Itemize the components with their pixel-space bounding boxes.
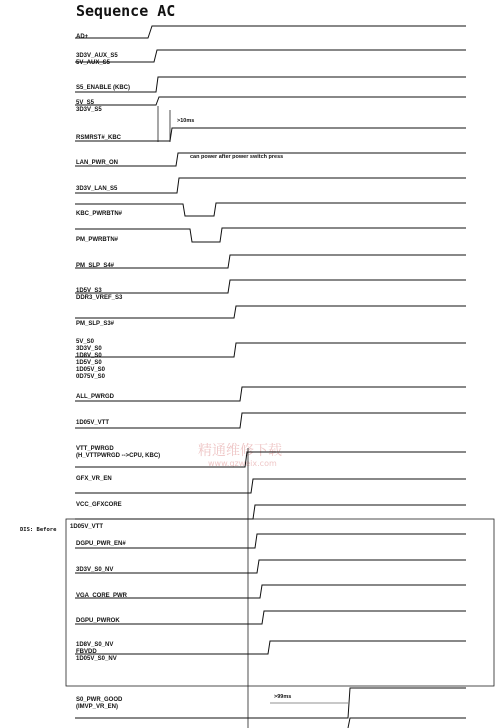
dis-note: DIS: Before <box>20 527 57 533</box>
signal-label-s5-1: 3D3V_S5 <box>76 107 102 113</box>
waveform-extra-0 <box>348 718 466 728</box>
lan-power-note: can power after power switch press <box>190 154 284 160</box>
watermark-text: 精通维修下载 <box>198 443 282 459</box>
waveform-nvrails <box>75 641 466 654</box>
signal-label-gfxen: GFX_VR_EN <box>76 476 112 482</box>
watermark-url: www.gzweix.com <box>208 459 277 468</box>
signal-label-lans5: 3D3V_LAN_S5 <box>76 186 118 192</box>
waveform-lans5 <box>75 178 466 193</box>
s0-delay-note: >99ms <box>274 694 292 700</box>
signal-label-vtt: 1D05V_VTT <box>76 420 110 426</box>
signal-label-s5-0: 5V_S5 <box>76 100 95 106</box>
signal-label-dgpuen: DGPU_PWR_EN# <box>76 541 126 547</box>
waveform-allpwrgd <box>75 387 466 401</box>
signal-label-nvrails-1: FBVDD <box>76 649 97 655</box>
signal-label-allpwrgd: ALL_PWRGD <box>76 394 114 400</box>
waveform-s5en <box>75 77 466 92</box>
signal-label-s0good-1: (IMVP_VR_EN) <box>76 704 119 710</box>
rsmrst-delay-note: >10ms <box>177 118 195 124</box>
signal-label-kbcbtn: KBC_PWRBTN# <box>76 211 123 217</box>
waveform-ad <box>75 26 466 38</box>
signal-labels <box>70 34 160 710</box>
waveform-rsmrst <box>75 128 466 141</box>
annotations <box>177 118 348 703</box>
signal-label-aux-0: 3D3V_AUX_S5 <box>76 53 118 59</box>
signal-label-nvrails-0: 1D8V_S0_NV <box>76 642 114 648</box>
signal-label-pmbtn: PM_PWRBTN# <box>76 237 119 243</box>
signal-label-slps3: PM_SLP_S3# <box>76 321 115 327</box>
waveform-s0rails <box>75 343 466 357</box>
waveform-aux <box>75 50 466 62</box>
waveform-nv33 <box>75 560 466 573</box>
signal-label-s0good-0: S0_PWR_GOOD <box>76 697 123 703</box>
signal-label-s0rails-5: 0D75V_S0 <box>76 374 106 380</box>
waveform-pmbtn <box>75 228 466 242</box>
signal-label-gfxcore: VCC_GFXCORE <box>76 502 122 508</box>
waveform-slps3 <box>75 306 466 318</box>
signal-label-s0rails-1: 3D3V_S0 <box>76 346 102 352</box>
waveform-s3 <box>75 280 466 293</box>
waveform-kbcbtn <box>75 203 466 216</box>
signal-label-aux-1: 5V_AUX_S5 <box>76 60 111 66</box>
signal-label-s0rails-3: 1D5V_S0 <box>76 360 102 366</box>
signal-label-dgpuok: DGPU_PWROK <box>76 618 120 624</box>
reference-markers <box>158 106 248 728</box>
signal-label-vgacore: VGA_CORE_PWR <box>76 593 128 599</box>
waveform-dgpuen <box>75 534 466 548</box>
signal-label-s5en: S5_ENABLE (KBC) <box>76 85 131 91</box>
signal-label-ad: AD+ <box>76 34 89 40</box>
signal-label-s3-0: 1D5V_S3 <box>76 288 102 294</box>
signal-label-nv33: 3D3V_S0_NV <box>76 567 114 573</box>
signal-label-vttpwrgd-0: VTT_PWRGD <box>76 446 114 452</box>
waveform-s5 <box>75 97 466 105</box>
signal-label-nvrails-2: 1D05V_S0_NV <box>76 656 117 662</box>
signal-label-s3-1: DDR3_VREF_S3 <box>76 295 123 301</box>
waveform-slps4 <box>75 255 466 268</box>
signal-label-slps4: PM_SLP_S4# <box>76 263 115 269</box>
signal-label-s0rails-0: 5V_S0 <box>76 339 95 345</box>
diagram-title: Sequence AC <box>76 2 176 20</box>
signal-label-s0rails-4: 1D05V_S0 <box>76 367 106 373</box>
dis-group-box <box>66 519 494 686</box>
signal-waveforms <box>75 26 466 728</box>
signal-label-s0rails-2: 1D8V_S0 <box>76 353 102 359</box>
signal-label-rsmrst: RSMRST#_KBC <box>76 135 122 141</box>
signal-label-vttpwrgd-1: (H_VTTPWRGD -->CPU, KBC) <box>76 453 161 459</box>
signal-label-lanpwr: LAN_PWR_ON <box>76 160 119 166</box>
waveform-vtt <box>75 413 466 428</box>
signal-label-disvtt: 1D05V_VTT <box>70 524 104 530</box>
waveform-dgpuok <box>75 611 466 624</box>
waveform-vgacore <box>75 585 466 598</box>
waveform-gfxcore <box>75 505 466 519</box>
waveform-gfxen <box>75 479 466 493</box>
